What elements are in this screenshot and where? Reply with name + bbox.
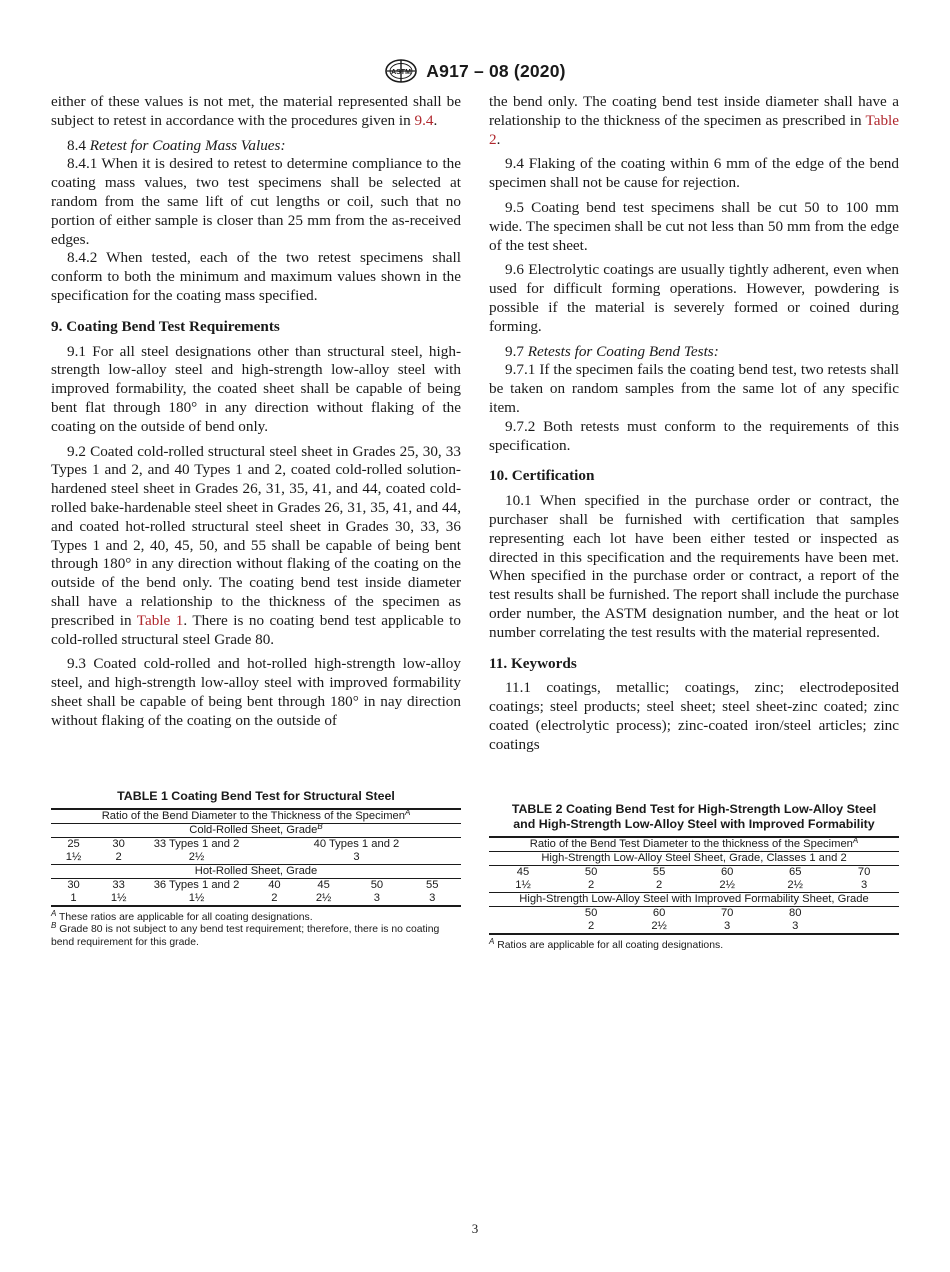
section-heading-11: 11. Keywords — [489, 654, 577, 672]
section-9-4-link[interactable]: 9.4 — [414, 111, 434, 129]
section-9-7-title: Retests for Coating Bend Tests: — [527, 342, 719, 360]
page-number: 3 — [471, 1221, 479, 1236]
section-9-7: 9.7 Retests for Coating Bend Tests: — [505, 342, 719, 360]
section-9-7-2: 9.7.2 Both retests must conform to the requirements of this specification. — [489, 417, 899, 454]
table-1-hot-header: Hot-Rolled Sheet, Grade — [51, 865, 461, 879]
table-1 — [51, 789, 461, 949]
section-9-6: 9.6 Electrolytic coatings are usually tightly adherent, even when used for difficult forming operations. However, powdering is possible if the material is severely formed or coined during forming. — [489, 261, 899, 335]
table-2-ratio-header: Ratio of the Bend Test Diameter to the thickness of the Specimen$^A$ — [489, 837, 899, 852]
section-9-5: 9.5 Coating bend test specimens shall be cut 50 to 100 mm wide. The specimen shall be cut not less than 50 mm from the edge of the test sheet. — [489, 198, 899, 254]
section-9-1: 9.1 For all steel designations other than structural steel, high-strength low-alloy steel and high-strength low-alloy steel with improved formability, the coated sheet shall be capable of being bent flat through 180° in any direction without flaking of the coating on the outside of bend only. — [51, 342, 461, 435]
table-2-footnote-a: $^A$ Ratios are applicable for all coating designations. — [489, 937, 724, 951]
table-2-grid — [489, 836, 899, 935]
table-1-link[interactable]: Table 1 — [136, 611, 184, 629]
table-1-footnote-b: $^B$ Grade 80 is not subject to any bend test requirement; therefore, there is no coating bend requirement for this grade. — [51, 921, 440, 948]
section-heading-9: 9. Coating Bend Test Requirements — [51, 317, 280, 335]
table-row: 50 60 70 80 — [489, 907, 899, 921]
table-row: 1½ 2 2 2½ 2½ 3 — [515, 879, 868, 891]
section-8-4-2: 8.4.2 When tested, each of the two retest specimens shall conform to both the minimum and maximum values shown in the specification for the coating mass specified. — [51, 249, 461, 304]
table-row: 1 1½ 1½ 2 2½ 3 3 — [51, 892, 461, 906]
table-row: 1½ 2 2½ 3 — [65, 851, 360, 863]
astm-logo-icon — [384, 58, 418, 84]
table-1-caption: TABLE 1 Coating Bend Test for Structural Steel — [117, 789, 395, 803]
section-9-4: 9.4 Flaking of the coating within 6 mm of the edge of the bend specimen shall not be cause for rejection. — [489, 155, 899, 192]
section-9-2: 9.2 Coated cold-rolled structural steel sheet in Grades 25, 30, 33 Types 1 and 2, and 40 Types 1 and 2, coated cold-rolled solution-hardened steel sheet in Grades 26, 31, 35, 41, and 44, coated cold-rolled bake-hardenable steel sheet in Grades 26, 31, 35, 41, and 44, and coated hot-rolled structural steel sheet in Grades 30, 33, 36 Types 1 and 2, 40, 45, 50, and 55 shall be capable of being bent through 180° in any direction without flaking of the coating on the outside of the bend only. The coating bend test inside diameter shall have a relationship to the thickness of the specimen as prescribed in Table 1. There is no coating bend test applicable to cold-rolled structural steel Grade 80. — [51, 442, 461, 648]
section-8-4-title: Retest for Coating Mass Values: — [89, 136, 286, 154]
table-row: 45 50 55 60 65 70 — [489, 866, 899, 880]
section-8-4-1: 8.4.1 When it is desired to retest to determine compliance to the coating mass values, two test specimens shall be selected at random from the same lift of cut lengths or coil, such that no portion of either sample is closer than 25 mm from the as-received edges. — [51, 155, 461, 248]
table-1-footnote-a: $^A$ These ratios are applicable for all coating designations. — [51, 909, 313, 923]
table-row: 2 2½ 3 3 — [489, 920, 899, 934]
page-header — [0, 56, 950, 86]
table-1-ratio-header: Ratio of the Bend Diameter to the Thickness of the Specimen$^A$ — [51, 809, 461, 824]
table-2 — [489, 802, 899, 952]
table-2-improved-header: High-Strength Low-Alloy Steel with Improved Formability Sheet, Grade — [489, 893, 899, 907]
table-1-footnotes — [51, 909, 461, 949]
table-2-caption: TABLE 2 Coating Bend Test for High-Strength Low-Alloy Steel and High-Strength Low-Alloy Steel with Improved Formability — [511, 802, 877, 831]
document-designation: A917 – 08 (2020) — [426, 60, 566, 81]
section-11-1: 11.1 coatings, metallic; coatings, zinc; electrodeposited coatings; steel products; steel sheet; steel sheet-zinc coated; zinc coated (electrolytic process); zinc-coated iron/steel articles; zinc coatings — [489, 679, 899, 753]
left-column — [51, 93, 461, 731]
table-row: 30 33 36 Types 1 and 2 40 45 50 55 — [51, 879, 461, 893]
section-10-1: 10.1 When specified in the purchase order or contract, the purchaser shall be furnished with certification that samples representing each lot have been either tested or inspected as directed in this specification and the requirements have been met. When specified in the purchase order or contract, a report of the test results shall be furnished. The report shall include the purchase order number, the ASTM designation number, and the heat or lot number correlating the test results with the material represented. — [489, 492, 899, 641]
svg-text:ASTM: ASTM — [391, 69, 412, 76]
section-9-7-1: 9.7.1 If the specimen fails the coating bend test, two retests shall be taken on random samples from the same lot of any specific item. — [489, 361, 899, 416]
section-heading-10: 10. Certification — [489, 467, 595, 485]
table-2-hsla-header: High-Strength Low-Alloy Steel Sheet, Grade, Classes 1 and 2 — [489, 852, 899, 866]
paragraph-continuation-right: the bend only. The coating bend test inside diameter shall have a relationship to the thickness of the specimen as prescribed in Table 2. — [489, 93, 899, 148]
table-2-link[interactable]: Table 2 — [489, 111, 899, 148]
table-2-footnotes — [489, 937, 899, 952]
section-9-3: 9.3 Coated cold-rolled and hot-rolled high-strength low-alloy steel, and high-strength low-alloy steel with improved formability sheet shall be capable of being bent through 180° in nay direction without flaking of the coating on the outside of — [51, 655, 461, 729]
table-1-cold-header: Cold-Rolled Sheet, Grade$^B$ — [51, 824, 461, 838]
right-column — [489, 93, 899, 755]
table-1-grid — [51, 808, 461, 907]
paragraph-continuation: either of these values is not met, the material represented shall be subject to retest in accordance with the procedures given in 9.4. — [51, 93, 461, 129]
section-8-4: 8.4 Retest for Coating Mass Values: — [67, 136, 286, 154]
table-row: 25 30 33 Types 1 and 2 40 Types 1 and 2 — [51, 838, 461, 852]
